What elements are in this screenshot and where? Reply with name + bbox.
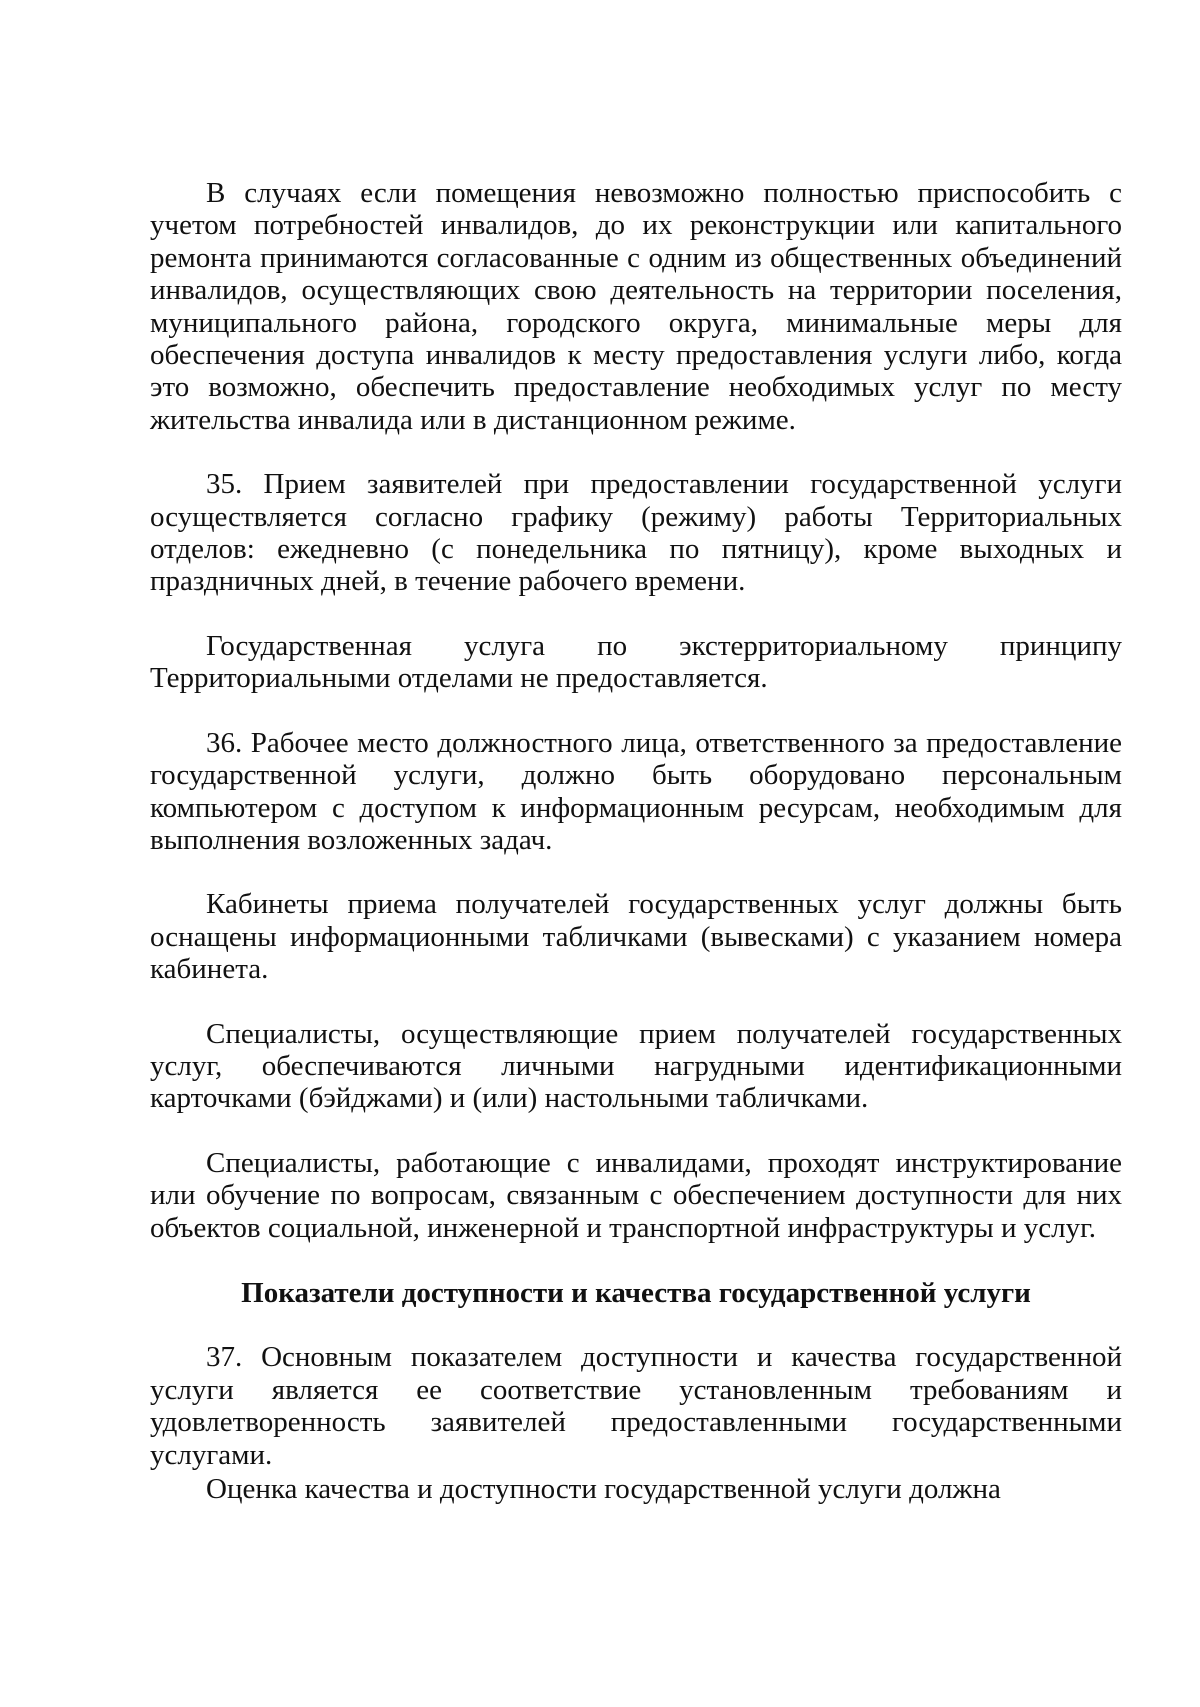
paragraph-extraterritorial-principle: Государственная услуга по экстерриториальному принципу Территориальными отделами не предоставляется. bbox=[150, 629, 1122, 695]
paragraph-35-reception-schedule: 35. Прием заявителей при предоставлении государственной услуги осуществляется согласно графику (режиму) работы Территориальных отделов: ежедневно (с понедельника по пятницу), кроме выходных и праздничных дней, в течение рабочего времени. bbox=[150, 468, 1122, 598]
paragraph-specialist-badges: Специалисты, осуществляющие прием получателей государственных услуг, обеспечиваются личными нагрудными идентификационными карточками (бэйджами) и (или) настольными табличками. bbox=[150, 1017, 1122, 1115]
paragraph-accessibility-measures: В случаях если помещения невозможно полностью приспособить с учетом потребностей инвалидов, до их реконструкции или капитального ремонта принимаются согласованные с одним из общественных объединений инвалидов, осуществляющих свою деятельность на территории поселения, муниципального района, городского округа, минимальные меры для обеспечения доступа инвалидов к месту предоставления услуги либо, когда это возможно, обеспечить предоставление необходимых услуг по месту жительства инвалида или в дистанционном режиме. bbox=[150, 177, 1122, 436]
paragraph-specialist-training: Специалисты, работающие с инвалидами, проходят инструктирование или обучение по вопросам, связанным с обеспечением доступности для них объектов социальной, инженерной и транспортной инфраструктуры и услуг. bbox=[150, 1146, 1122, 1244]
paragraph-37-main-indicator: 37. Основным показателем доступности и качества государственной услуги является ее соответствие установленным требованиям и удовлетворенность заявителей предоставленными государственными услугами. bbox=[150, 1341, 1122, 1471]
paragraph-quality-assessment: Оценка качества и доступности государственной услуги должна bbox=[206, 1473, 1001, 1505]
paragraph-36-workplace: 36. Рабочее место должностного лица, ответственного за предоставление государственной услуги, должно быть оборудовано персональным компьютером с доступом к информационным ресурсам, необходимым для выполнения возложенных задач. bbox=[150, 726, 1122, 856]
paragraph-office-signs: Кабинеты приема получателей государственных услуг должны быть оснащены информационными табличками (вывесками) с указанием номера кабинета. bbox=[150, 888, 1122, 986]
section-heading: Показатели доступности и качества государственной услуги bbox=[241, 1276, 1031, 1309]
document-body bbox=[150, 177, 1122, 1505]
